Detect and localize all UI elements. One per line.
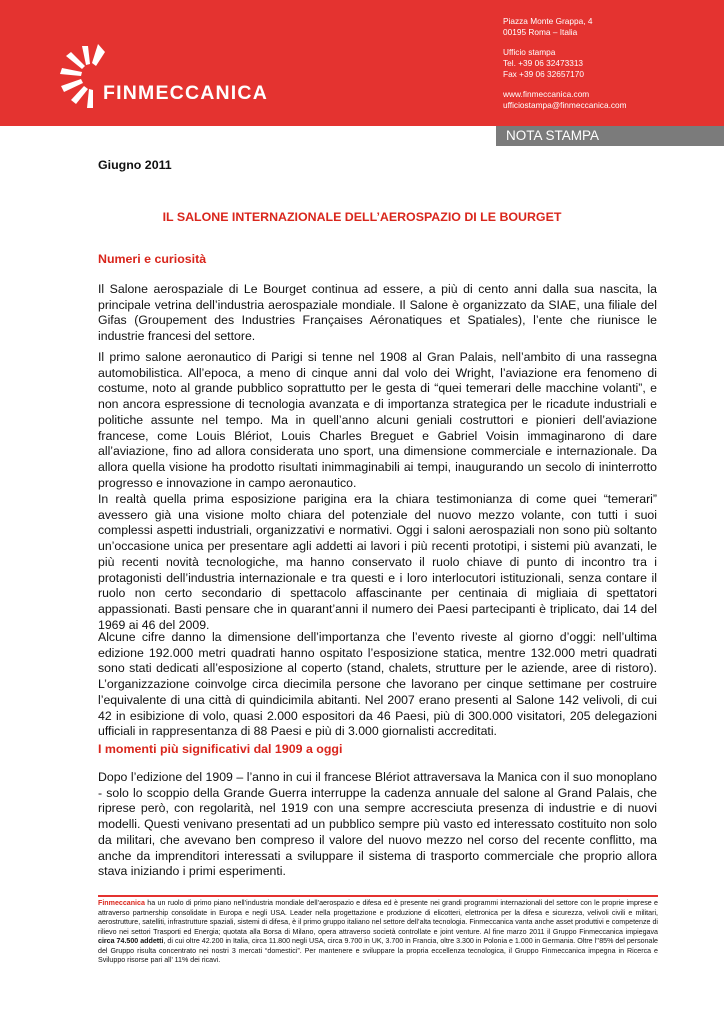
section-heading: I momenti più significativi dal 1909 a oggi [98, 742, 343, 756]
press-note-label [496, 126, 724, 146]
contact-block [503, 16, 627, 111]
header-band [0, 0, 724, 126]
footer-divider [98, 895, 658, 897]
footer-text-part: , di cui oltre 42.200 in Italia, circa 11.800 negli USA, circa 9.700 in UK, 3.700 in Francia, oltre 3.300 in Polonia e 1.000 in Germania. Oltre l’’85% del personale del Gruppo risulta concentrato nei nostri 3 mercati “domestici”. Per mantenere e sviluppare la propria eccellenza tecnologica, il Gruppo Finmeccanica impegna in Ricerca e Sviluppo risorse pari all’ 11% dei ricavi. [98, 937, 658, 964]
website-link[interactable]: www.finmeccanica.com [503, 89, 590, 99]
document-date: Giugno 2011 [98, 158, 172, 172]
paragraph: Alcune cifre danno la dimensione dell’importanza che l’evento riveste al giorno d’oggi: nell’ultima edizione 192.000 metri quadrati hanno ospitato l’esposizione statica, mentre 132.000 metri quadrati sono stati dedicati all’esposizione al coperto (stand, chalets, strutture per le aziende, aree di ristoro). L’organizzazione coinvolge circa diecimila persone che lavorano per cinque settimane per costruire l’equivalente di una città di quindicimila abitanti. Nel 2007 erano presenti al Salone 142 velivoli, di cui 42 in esibizione di volo, quasi 2.000 espositori da 46 Paesi, più di 300.000 visitatori, 205 delegazioni ufficiali in rappresentanza di 88 Paesi e più di 3.000 giornalisti accreditati. [98, 630, 657, 739]
paragraph: Dopo l’edizione del 1909 – l’anno in cui il francese Blériot attraversava la Manica con il suo monoplano - solo lo scoppio della Grande Guerra interruppe la cadenza annuale del salone al Grand Palais, che riprese però, con regolarità, nel 1919 con una sempre accresciuta presenza di industrie e di nuovi modelli. Questi venivano presentati ad un pubblico sempre più vasto ed interessato costituito non solo da militari, che avevano ben compreso il valore del nuovo mezzo nel corso del recente conflitto, ma anche da imprenditori interessati a sviluppare il sistema di trasporto commerciale che proprio allora stava iniziando i primi esperimenti. [98, 770, 657, 879]
section-heading: Numeri e curiosità [98, 252, 207, 266]
footer-text [98, 899, 658, 966]
phone-number: Tel. +39 06 32473313 [503, 58, 584, 68]
paragraph: In realtà quella prima esposizione parigina era la chiara testimonianza di come quei “temerari” avessero già una visione molto chiara del potenziale del nuovo mezzo volante, con tutti i suoi complessi aspetti industriali, organizzativi e normativi. Oggi i saloni aerospaziali non sono più soltanto un’occasione unica per presentare agli addetti ai lavori i più recenti prototipi, i sistemi più avanzati, le più recenti novità tecnologiche, ma hanno conservato il ruolo chiave di punto di incontro tra i protagonisti dell’industria internazionale e tra questi e i loro interlocutori istituzionali, senza contare il ruolo non certo secondario di spettacolo affascinante per centinaia di migliaia di spettatori appassionati. Basti pensare che in quarant’anni il numero dei Paesi partecipanti è triplicato, dai 14 del 1969 ai 46 del 2009. [98, 492, 657, 632]
press-office-label: Ufficio stampa [503, 47, 556, 57]
address-line: Piazza Monte Grappa, 4 [503, 16, 593, 26]
fax-number: Fax +39 06 32657170 [503, 69, 584, 79]
brand-wordmark: FINMECCANICA [103, 82, 268, 104]
paragraph: Il primo salone aeronautico di Parigi si tenne nel 1908 al Gran Palais, nell’ambito di una rassegna automobilistica. All’epoca, a meno di cinque anni dal volo dei Wright, l’aviazione era fenomeno di costume, noto al grande pubblico soprattutto per le gesta di “quei temerari delle macchine volanti”, e non ancora espressione di tecnologia avanzata e di importanza strategica per le ricadute industriali e politiche assunte nel tempo. Ma in quell’anno alcuni geniali costruttori e pionieri dell’aviazione francese, come Louis Blériot, Louis Charles Breguet e Gabriel Voisin immaginarono di dare all’aviazione, fino ad allora considerata uno sport, una dimensione commerciale e internazionale. Da allora quella visione ha prodotto risultati inimmaginabili ai tempi, inaugurando un secolo di ininterrotto progresso e innovazione in campo aeronautico. [98, 350, 657, 490]
footer-bold-text: circa 74.500 addetti [98, 937, 164, 945]
paragraph: Il Salone aerospaziale di Le Bourget continua ad essere, a più di cento anni dalla sua nascita, la principale vetrina dell’industria aerospaziale mondiale. Il Salone è organizzato da SIAE, una filiale del Gifas (Groupement des Industries Françaises Aéronatiques et Spatiales), l’ente che riunisce le industrie francesi del settore. [98, 282, 657, 344]
email-link[interactable]: ufficiostampa@finmeccanica.com [503, 100, 627, 110]
document-title: IL SALONE INTERNAZIONALE DELL’AEROSPAZIO DI LE BOURGET [162, 210, 562, 224]
press-note-text: NOTA STAMPA [506, 128, 600, 143]
footer-brand: Finmeccanica [98, 899, 145, 907]
footer-text-part: ha un ruolo di primo piano nell’industria mondiale dell’aerospazio e difesa ed è presente nei grandi programmi internazionali del settore con le proprie imprese e attraverso partnership consolidate in Europa e negli USA. Leader nella progettazione e produzione di elicotteri, elettronica per la difesa e sicurezza, velivoli civili e militari, aerostrutture, satelliti, infrastrutture spaziali, sistemi di difesa, è il primo gruppo italiano nel settore dell’alta tecnologia. Finmeccanica vanta anche asset produttivi e competenze di rilievo nei settori Trasporti ed Energia; quotata alla Borsa di Milano, opera attraverso società controllate e joint venture. Al fine marzo 2011 il Gruppo Finmeccanica impiegava [98, 899, 658, 936]
address-line: 00195 Roma – Italia [503, 27, 578, 37]
